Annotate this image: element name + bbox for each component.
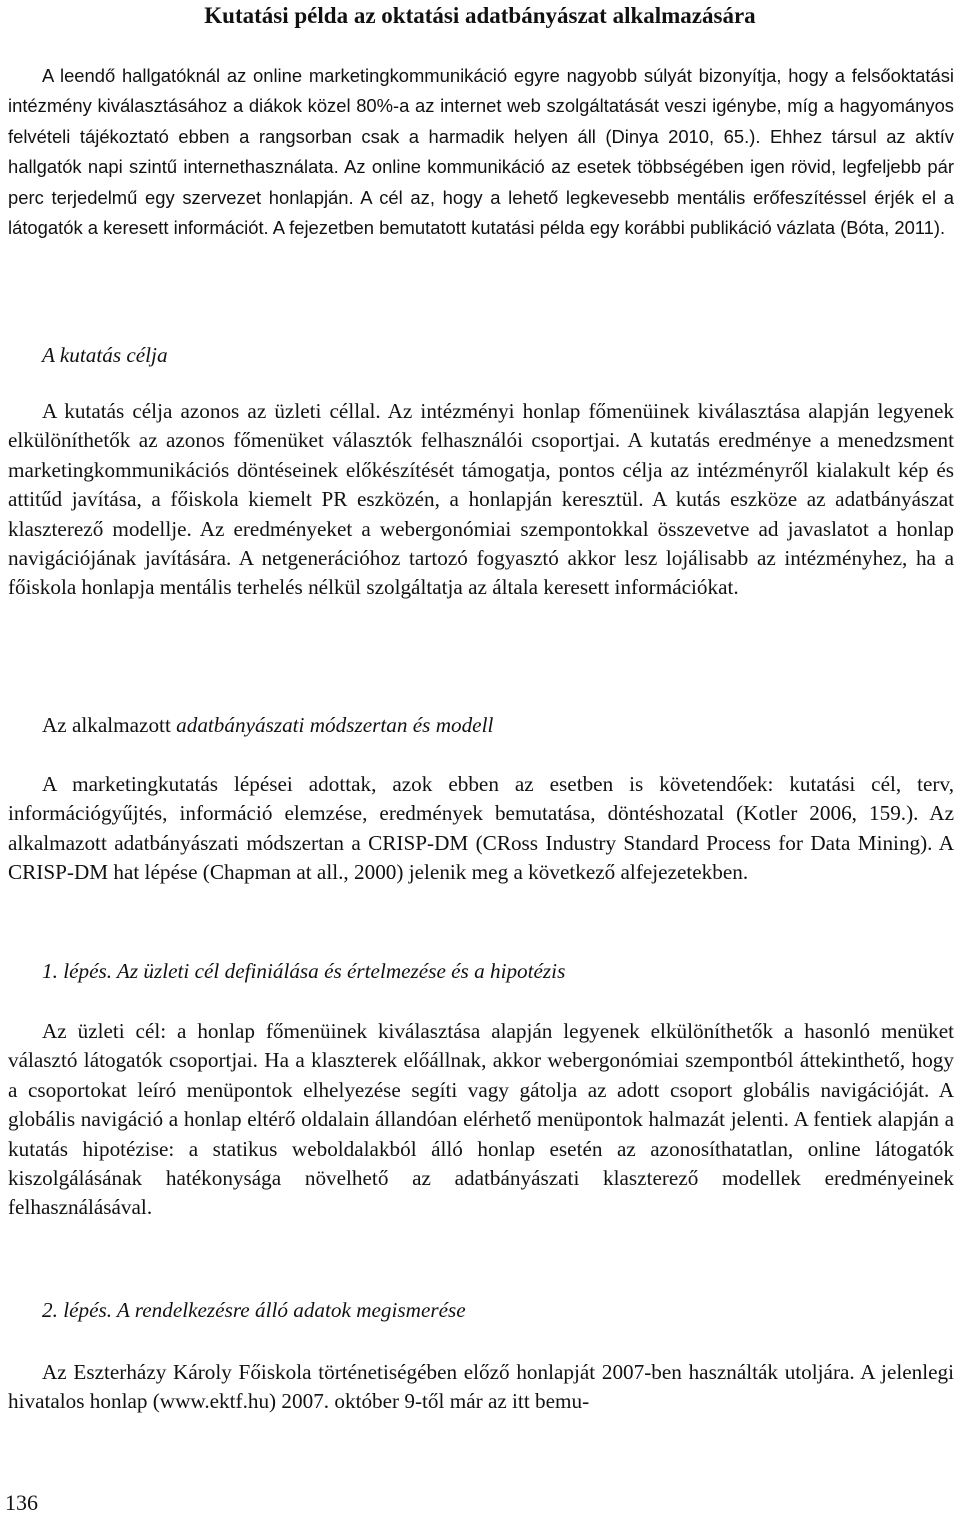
page-number: 136 [5, 1490, 38, 1515]
method-paragraph: A marketingkutatás lépései adottak, azok ebben az esetben is követendőek: kutatási cél, terv, információgyűjtés, információ elemzése, eredmények bemutatása, döntéshozatal (Kotler 2006, 159.). Az alkalmazott adatbányászati módszertan a CRISP-DM (CRoss Industry Standard Process for Data Mining). A CRISP-DM hat lépése (Chapman at all., 2000) jelenik meg a következő alfejezetekben. [8, 772, 954, 885]
method-heading-italic: adatbányászati módszertan és modell [176, 713, 494, 737]
page-title: Kutatási példa az oktatási adatbányászat alkalmazására [204, 3, 756, 28]
goal-heading: A kutatás célja [42, 343, 168, 367]
step2-paragraph: Az Eszterházy Károly Főiskola történetiségében előző honlapját 2007-ben használták utoljára. A jelenlegi hivatalos honlap (www.ektf.hu) 2007. október 9-től már az itt bemu- [8, 1360, 954, 1414]
step1-paragraph: Az üzleti cél: a honlap főmenüinek kiválasztása alapján legyenek elkülöníthetők a hasonló menüket választó látogatók csoportjai. Ha a klaszterek előállnak, akkor webergonómiai szempontból áttekinthető, hogy a csoportokat leíró menüpontok elhelyezése segíti vagy gátolja az adott csoport globális navigációját. A globális navigáció a honlap eltérő oldalain állandóan elérhető menüpontok halmazát jelenti. A fentiek alapján a kutatás hipotézise: a statikus weboldalakból álló honlap esetén az azonosíthatatlan, online látogatók kiszolgálásának hatékonysága növelhető az adatbányászati klaszterező modellek eredményeinek felhasználásával. [8, 1019, 954, 1220]
step2-heading: 2. lépés. A rendelkezésre álló adatok megismerése [42, 1298, 466, 1322]
method-heading [42, 711, 493, 739]
intro-paragraph: A leendő hallgatóknál az online marketingkommunikáció egyre nagyobb súlyát bizonyítja, hogy a felsőoktatási intézmény kiválasztásához a diákok közel 80%-a az internet web szolgáltatását veszi igénybe, míg a hagyományos felvételi tájékoztató ebben a rangsorban csak a harmadik helyen áll (Dinya 2010, 65.). Ehhez társul az aktív hallgatók napi szintű internethasználata. Az online kommunikáció az esetek többségében igen rövid, legfeljebb pár perc terjedelmű egy szervezet honlapján. A cél az, hogy a lehető legkevesebb mentális erőfeszítéssel érjék el a látogatók a keresett információt. A fejezetben bemutatott kutatási példa egy korábbi publikáció vázlata (Bóta, 2011). [8, 65, 954, 239]
method-heading-plain: Az alkalmazott [42, 713, 177, 737]
goal-paragraph: A kutatás célja azonos az üzleti céllal. Az intézményi honlap főmenüinek kiválasztása alapján legyenek elkülöníthetők az azonos főmenüket választók felhasználói csoportjai. A kutatás eredménye a menedzsment marketingkommunikációs döntéseinek előkészítését támogatja, pontos célja az intézményről kialakult kép és attitűd javítása, a főiskola kiemelt PR eszközén, a honlapján keresztül. A kutás eszköze az adatbányászat klaszterező modellje. Az eredményeket a webergonómiai szempontokkal összevetve ad javaslatot a honlap navigációjának javítására. A netgenerációhoz tartozó fogyasztó akkor lesz lojálisabb az intézményhez, ha a főiskola honlapja mentális terhelés nélkül szolgáltatja az általa keresett információkat. [8, 399, 954, 600]
step1-heading: 1. lépés. Az üzleti cél definiálása és értelmezése és a hipotézis [42, 959, 566, 983]
